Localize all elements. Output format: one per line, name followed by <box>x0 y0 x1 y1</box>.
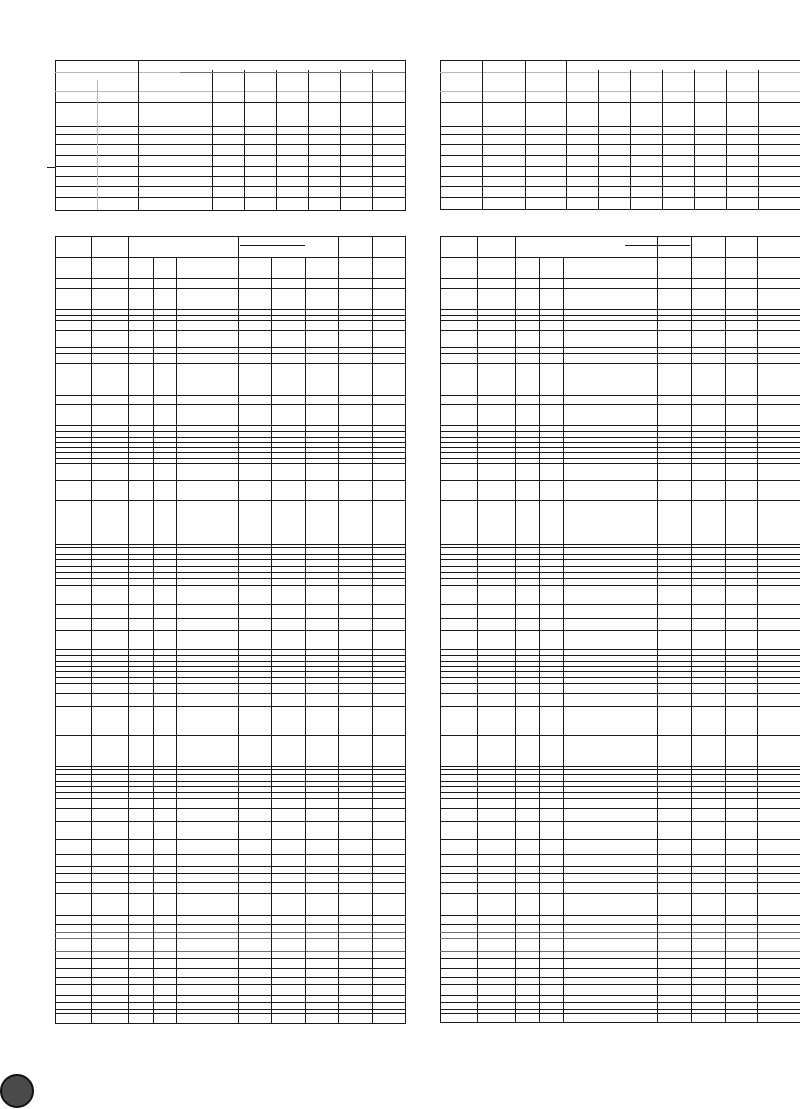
margin-tick-mark <box>47 167 56 168</box>
upper-left-table <box>55 60 406 211</box>
page-marker-circle <box>0 1074 34 1108</box>
lower-left-table <box>55 236 406 1024</box>
table-border <box>56 61 406 211</box>
upper-right-table <box>440 60 800 211</box>
lower-right-table <box>440 236 800 1024</box>
